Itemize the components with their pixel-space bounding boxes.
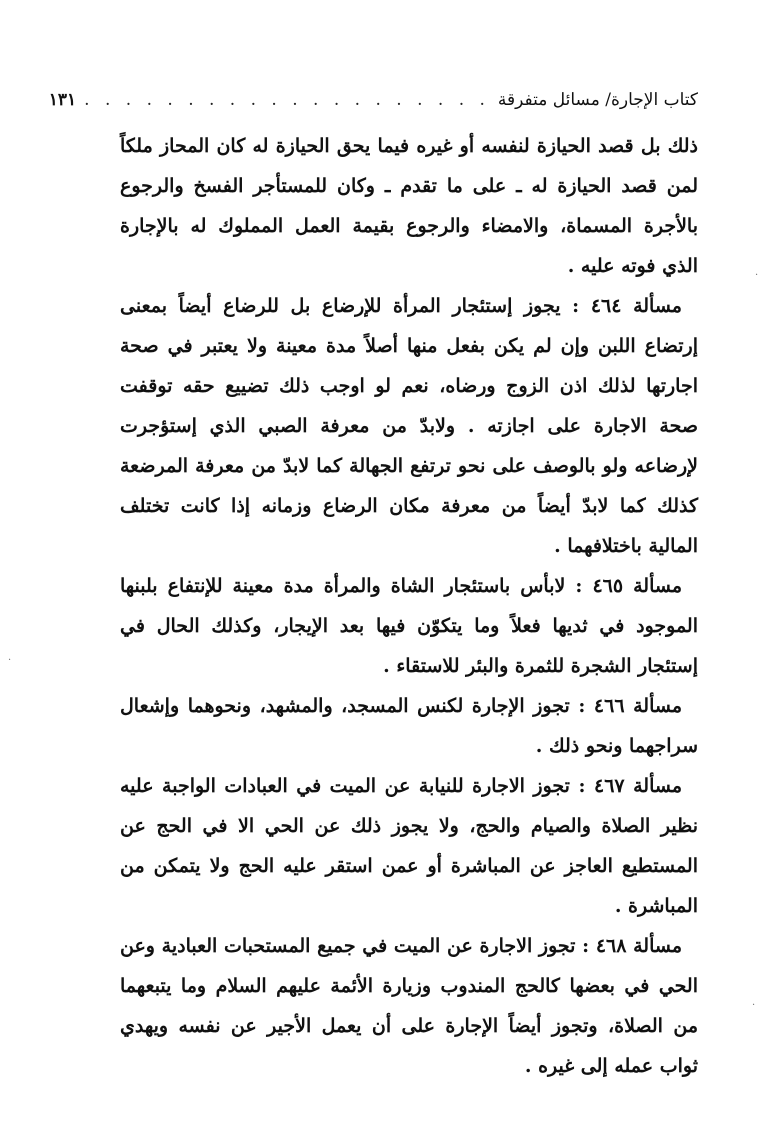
issue-label: مسألة ٤٦٥ : [575, 575, 683, 597]
issue-465 [120, 566, 698, 686]
issue-468 [120, 926, 698, 1086]
running-header [48, 90, 698, 116]
intro-paragraph: ذلك بل قصد الحيازة لنفسه أو غيره فيما يحق الحيازة له كان المحاز ملكاً لمن قصد الحيازة له ـ على ما تقدم ـ وكان للمستأجر الفسخ والرجوع بالأجرة المسماة، والامضاء والرجوع بقيمة العمل المملوك له بالإجارة الذي فوته عليه . [120, 135, 698, 277]
page-number: ١٣١ [48, 90, 77, 110]
issue-466 [120, 686, 698, 766]
issue-text: لابأس باستئجار الشاة والمرأة مدة معينة للإنتفاع بلبنها الموجود في ثديها فعلاً وما يتكوّن فيها بعد الإيجار، وكذلك الحال في إستئجار الشجرة للثمرة والبئر للاستقاء . [120, 575, 698, 677]
issue-label: مسألة ٤٦٦ : [578, 695, 682, 717]
issue-464 [120, 286, 698, 566]
issue-text: تجوز الاجارة للنيابة عن الميت في العبادات الواجبة عليه نظير الصلاة والصيام والحج، ولا يجوز ذلك عن الحي الا في الحج عن المستطيع العاجز عن المباشرة أو عمن استقر عليه الحج ولا يتمكن من المباشرة . [120, 775, 698, 917]
scan-speck: · [752, 1000, 756, 1011]
issue-text: تجوز الاجارة عن الميت في جميع المستحبات العبادية وعن الحي في بعضها كالحج المندوب وزيارة الأئمة عليهم السلام وما يتبعهما من الصلاة، وتجوز أيضاً الإجارة على أن يعمل الأجير عن نفسه ويهدي ثواب عمله إلى غيره . [120, 935, 698, 1077]
issue-label: مسألة ٤٦٧ : [578, 775, 682, 797]
scan-speck: · [8, 655, 12, 666]
scan-speck: · [755, 270, 759, 281]
issue-467 [120, 766, 698, 926]
leader-dots: . . . . . . . . . . . . . . . . . . . . [84, 90, 490, 110]
page-body [120, 126, 698, 1086]
issue-label: مسألة ٤٦٨ : [582, 935, 682, 957]
issue-label: مسألة ٤٦٤ : [572, 295, 682, 317]
chapter-title: كتاب الإجارة/ مسائل متفرقة [497, 90, 698, 110]
book-page [48, 90, 698, 1086]
issue-text: تجوز الإجارة لكنس المسجد، والمشهد، ونحوهما وإشعال سراجهما ونحو ذلك . [120, 695, 698, 757]
issue-text: يجوز إستئجار المرأة للإرضاع بل للرضاع أيضاً بمعنى إرتضاع اللبن وإن لم يكن بفعل منها أصلاً مدة معينة ولا يعتبر في صحة اجارتها لذلك اذن الزوج ورضاه، نعم لو اوجب ذلك تضييع حقه توقفت صحة الاجارة على اجازته . ولابدّ من معرفة الصبي الذي إستؤجرت لإرضاعه ولو بالوصف على نحو ترتفع الجهالة كما لابدّ من معرفة المرضعة كذلك كما لابدّ أيضاً من معرفة مكان الرضاع وزمانه إذا كانت تختلف المالية باختلافهما . [120, 295, 698, 557]
